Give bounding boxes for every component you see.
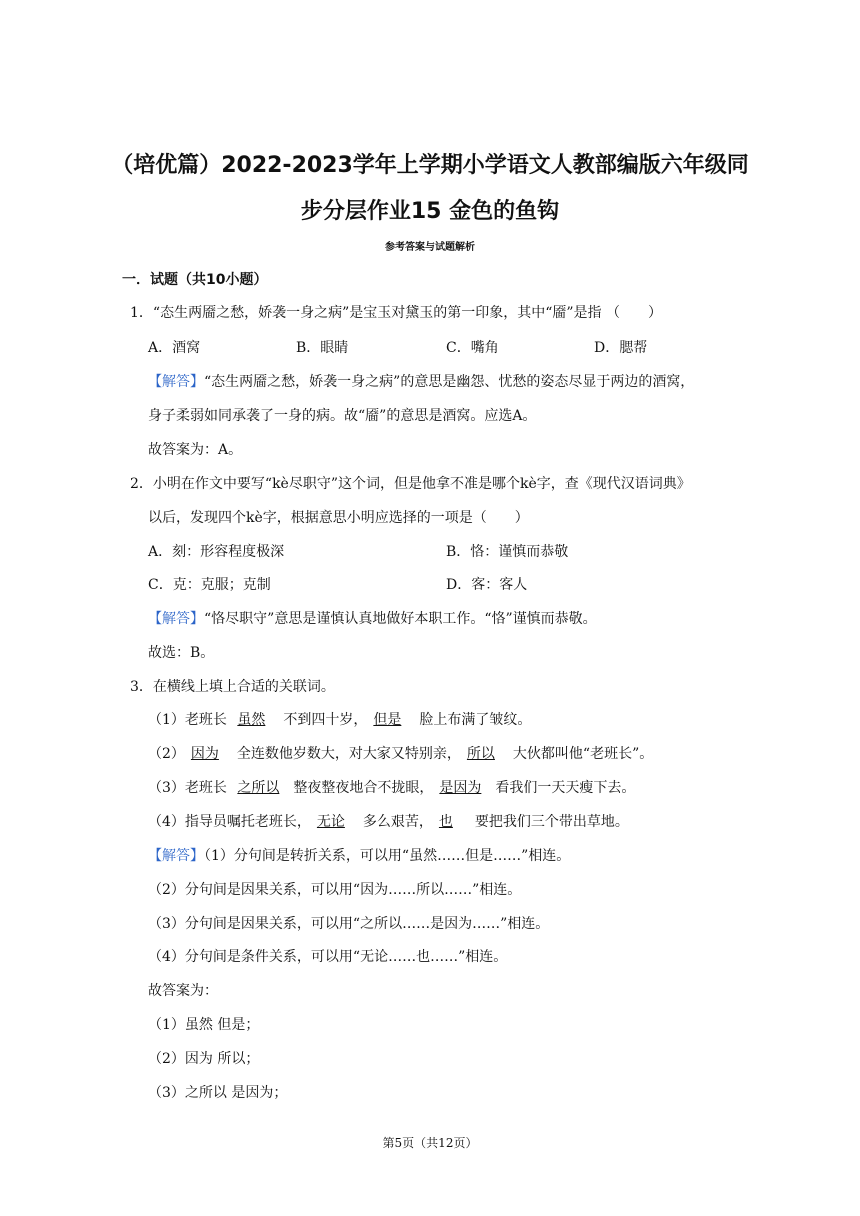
- fill-blank: 也: [438, 814, 453, 830]
- sentence-text: 脸上布满了皱纹。: [419, 712, 532, 728]
- fill-blank: 虽然: [237, 712, 266, 728]
- question-3-answer-heading: 故答案为：: [148, 983, 218, 999]
- question-2-option-d: D．客：客人: [446, 577, 528, 593]
- question-1-option-b: B．眼睛: [296, 340, 349, 356]
- section-heading: 一．试题（共10小题）: [122, 272, 268, 288]
- fill-blank: 因为: [190, 746, 219, 762]
- answer-tag: 【解答】: [148, 848, 204, 864]
- question-3-analysis-2: （2）分句间是因果关系，可以用“因为……所以……”相连。: [148, 882, 522, 898]
- analysis-text: （1）分句间是转折关系，可以用“虽然……但是……”相连。: [204, 848, 571, 864]
- sentence-text: 要把我们三个带出草地。: [474, 814, 629, 830]
- analysis-text: “恪尽职守”意思是谨慎认真地做好本职工作。“恪”谨慎而恭敬。: [204, 611, 597, 627]
- question-1-analysis-line-1: [148, 372, 694, 392]
- question-3-sentence-2: [148, 744, 653, 764]
- fill-blank: 是因为: [439, 780, 482, 796]
- sentence-text: （1）老班长: [148, 712, 232, 728]
- answer-tag: 【解答】: [148, 374, 204, 390]
- fill-blank: 但是: [373, 712, 402, 728]
- document-title-line-2: 步分层作业15 金色的鱼钩: [300, 199, 560, 224]
- question-1-stem: 1．“态生两靥之愁，娇袭一身之病”是宝玉对黛玉的第一印象，其中“靥”是指 （ ）: [130, 305, 662, 321]
- fill-blank: 无论: [316, 814, 345, 830]
- question-2-option-a: A．刻：形容程度极深: [148, 544, 285, 560]
- document-title-line-1: （培优篇）2022-2023学年上学期小学语文人教部编版六年级同: [111, 153, 749, 178]
- sentence-text: （2）: [148, 746, 185, 762]
- question-3-sentence-1: [148, 710, 531, 730]
- sentence-text: 整夜整夜地合不拢眼，: [293, 780, 434, 796]
- question-3-answer-1: （1）虽然 但是；: [148, 1017, 260, 1033]
- question-2-stem-line-1: 2．小明在作文中要写“kè尽职守”这个词，但是他拿不准是哪个kè字，查《现代汉语词典》: [130, 476, 691, 492]
- question-3-stem: 3．在横线上填上合适的关联词。: [130, 679, 335, 695]
- question-1-analysis-line-2: 身子柔弱如同承袭了一身的病。故“靥”的意思是酒窝。应选A。: [148, 408, 537, 424]
- page-footer: 第5页（共12页）: [382, 1136, 478, 1150]
- fill-blank: 之所以: [237, 780, 280, 796]
- question-2-option-b: B．恪：谨慎而恭敬: [446, 544, 569, 560]
- question-3-analysis-3: （3）分句间是因果关系，可以用“之所以……是因为……”相连。: [148, 916, 550, 932]
- fill-blank: 所以: [466, 746, 495, 762]
- question-2-stem-line-2: 以后，发现四个kè字，根据意思小明应选择的一项是（ ）: [148, 510, 529, 526]
- question-3-sentence-4: [148, 812, 629, 832]
- question-1-option-c: C．嘴角: [446, 340, 499, 356]
- question-3-sentence-3: [148, 778, 635, 798]
- sentence-text: 不到四十岁，: [283, 712, 368, 728]
- sentence-text: （3）老班长: [148, 780, 232, 796]
- question-3-answer-2: （2）因为 所以；: [148, 1051, 260, 1067]
- document-subtitle: 参考答案与试题解析: [385, 242, 475, 253]
- question-1-option-a: A．酒窝: [148, 340, 201, 356]
- question-2-option-c: C．克：克服；克制: [148, 577, 271, 593]
- question-1-option-d: D．腮帮: [594, 340, 648, 356]
- answer-tag: 【解答】: [148, 611, 204, 627]
- question-2-analysis: [148, 609, 597, 629]
- sentence-text: 多么艰苦，: [362, 814, 433, 830]
- analysis-text: “态生两靥之愁，娇袭一身之病”的意思是幽怨、忧愁的姿态尽显于两边的酒窝，: [204, 374, 695, 390]
- question-2-answer: 故选：B。: [148, 645, 215, 661]
- sentence-text: 全连数他岁数大，对大家又特别亲，: [236, 746, 461, 762]
- question-3-answer-3: （3）之所以 是因为；: [148, 1085, 288, 1101]
- sentence-text: （4）指导员嘱托老班长，: [148, 814, 311, 830]
- question-3-analysis-1: [148, 846, 570, 866]
- sentence-text: 大伙都叫他“老班长”。: [512, 746, 654, 762]
- sentence-text: 看我们一天天瘦下去。: [495, 780, 636, 796]
- question-1-answer: 故答案为：A。: [148, 442, 243, 458]
- question-3-analysis-4: （4）分句间是条件关系，可以用“无论……也……”相连。: [148, 949, 508, 965]
